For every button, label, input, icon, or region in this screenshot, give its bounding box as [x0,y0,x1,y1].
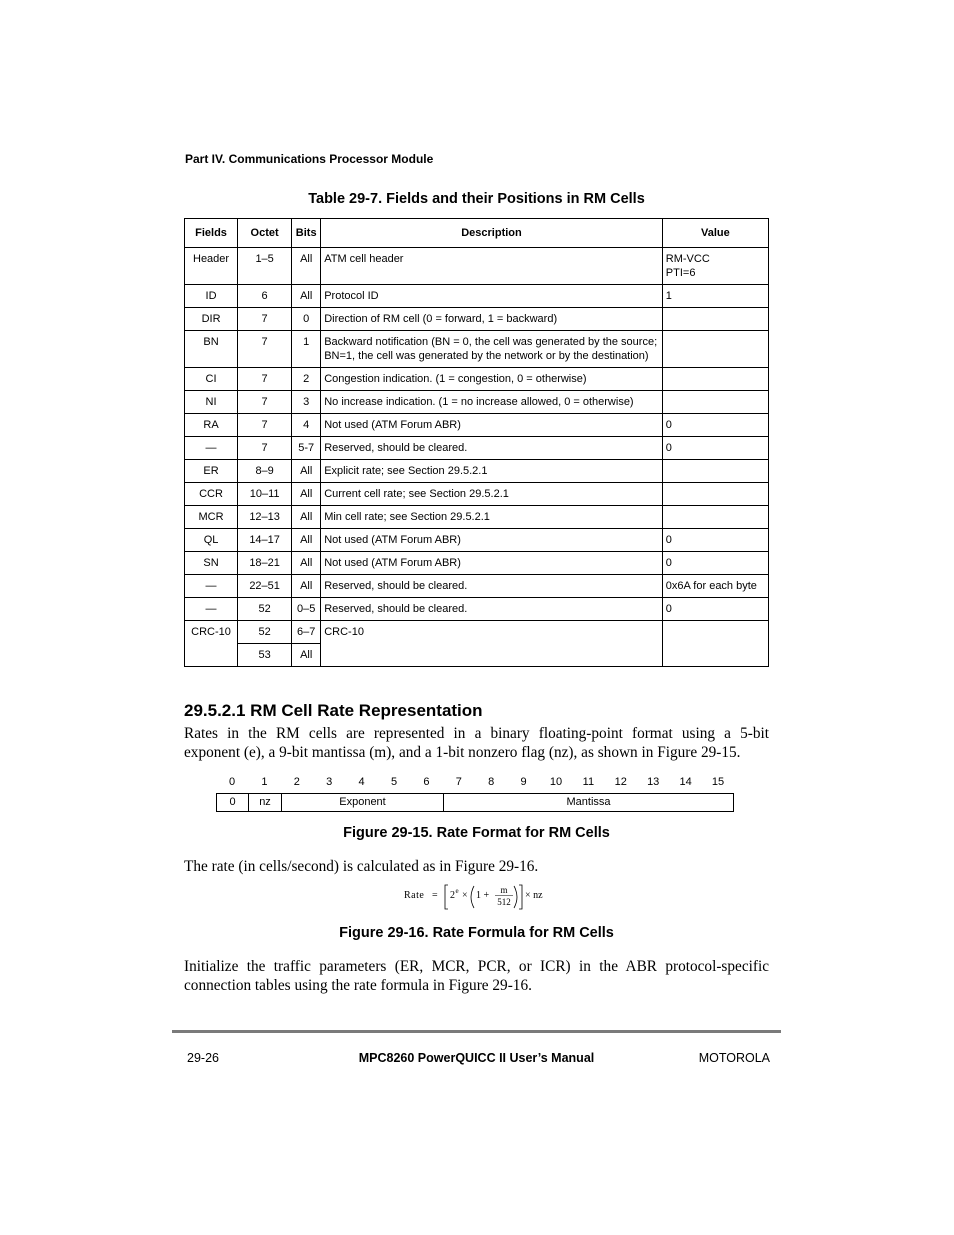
table-row [185,437,769,460]
cell-value [662,621,768,667]
col-header-octet: Octet [238,219,292,248]
body-paragraph-rate-calc: The rate (in cells/second) is calculated as in Figure 29-16. [184,858,539,875]
cell-octet: 53 [238,644,292,667]
cell-bits: 1 [292,331,321,368]
col-header-fields: Fields [185,219,238,248]
cell-field: CCR [185,483,238,506]
cell-description: Protocol ID [321,285,663,308]
cell-octet: 7 [238,414,292,437]
bit-number: 14 [679,776,692,788]
cell-bits: 3 [292,391,321,414]
footer-divider [172,1030,781,1033]
cell-field: ID [185,285,238,308]
cell-octet: 14–17 [238,529,292,552]
cell-description: ATM cell header [321,248,663,285]
table-row [185,552,769,575]
table-row [185,483,769,506]
cell-field: ER [185,460,238,483]
cell-field: MCR [185,506,238,529]
table-title: Table 29-7. Fields and their Positions in RM Cells [308,191,645,207]
formula-base: 2 [450,890,455,901]
figure-caption-rate-format: Figure 29-15. Rate Format for RM Cells [343,825,610,841]
cell-description: Current cell rate; see Section 29.5.2.1 [321,483,663,506]
table-row-crc [185,621,769,644]
cell-value: 1 [662,285,768,308]
footer-page-number: 29-26 [187,1051,219,1065]
bit-number: 11 [582,776,595,788]
cell-value [662,506,768,529]
cell-description: Not used (ATM Forum ABR) [321,552,663,575]
cell-field: DIR [185,308,238,331]
cell-bits: All [292,644,321,667]
bit-number: 1 [261,776,268,788]
formula-one-plus: 1 + [476,890,490,901]
cell-description: Explicit rate; see Section 29.5.2.1 [321,460,663,483]
left-paren [471,886,474,908]
running-head: Part IV. Communications Processor Module [185,152,434,166]
format-cell-zero: 0 [217,794,249,811]
cell-bits: 0 [292,308,321,331]
footer-company: MOTOROLA [698,1051,770,1065]
bit-number: 12 [614,776,627,788]
cell-bits: All [292,575,321,598]
table-row [185,331,769,368]
cell-octet: 6 [238,285,292,308]
cell-value [662,331,768,368]
col-header-description: Description [321,219,663,248]
formula-equals: = [432,890,438,901]
formula-times: × [462,890,468,901]
table-row [185,285,769,308]
bit-number: 7 [455,776,462,788]
table-row [185,506,769,529]
table-header-row [185,219,769,248]
bit-number: 15 [711,776,725,788]
cell-value: 0 [662,437,768,460]
cell-bits: 5-7 [292,437,321,460]
cell-bits: All [292,460,321,483]
cell-value: 0 [662,552,768,575]
format-cell-nz: nz [249,794,282,811]
cell-field: QL [185,529,238,552]
cell-octet: 7 [238,308,292,331]
table-row [185,391,769,414]
paragraph-line: exponent (e), a 9-bit mantissa (m), and a 1-bit nonzero flag (nz), as shown in Figure 29-15. [184,744,741,761]
cell-bits: 2 [292,368,321,391]
cell-field: RA [185,414,238,437]
format-cell-exponent: Exponent [282,794,444,811]
cell-description: Congestion indication. (1 = congestion, 0 = otherwise) [321,368,663,391]
cell-value: 0x6A for each byte [662,575,768,598]
cell-description: Reserved, should be cleared. [321,437,663,460]
cell-bits: All [292,248,321,285]
cell-field: — [185,575,238,598]
cell-value [662,368,768,391]
cell-bits: All [292,529,321,552]
body-paragraph-initialize: Initialize the traffic parameters (ER, MCR, PCR, or ICR) in the ABR protocol-specific connection tables using the rate formula in Figure 29-16. [184,958,769,994]
bit-number: 4 [358,776,365,788]
cell-value [662,391,768,414]
cell-value: 0 [662,598,768,621]
cell-field: Header [185,248,238,285]
bit-number: 0 [228,776,236,788]
formula-denominator: 512 [497,897,511,907]
cell-description: CRC-10 [321,621,663,667]
paragraph-line: Rates in the RM cells are represented in a binary floating-point format using a 5-bit [184,725,769,742]
col-header-value: Value [662,219,768,248]
cell-bits: 0–5 [292,598,321,621]
cell-octet: 10–11 [238,483,292,506]
right-bracket [519,885,522,909]
cell-octet: 7 [238,391,292,414]
cell-description: Reserved, should be cleared. [321,598,663,621]
bit-number: 8 [488,776,495,788]
table-row [185,414,769,437]
cell-octet: 22–51 [238,575,292,598]
cell-field: NI [185,391,238,414]
table-row [185,368,769,391]
bit-number: 6 [423,776,430,788]
section-heading: 29.5.2.1 RM Cell Rate Representation [184,701,483,720]
table-row [185,598,769,621]
cell-description: Reserved, should be cleared. [321,575,663,598]
cell-value: 0 [662,414,768,437]
cell-description: Not used (ATM Forum ABR) [321,529,663,552]
cell-value: RM-VCC PTI=6 [662,248,768,285]
bit-number: 5 [390,776,398,788]
format-cell-mantissa: Mantissa [566,796,611,808]
formula-nz: × nz [525,890,543,901]
cell-description: Not used (ATM Forum ABR) [321,414,663,437]
cell-description: Backward notification (BN = 0, the cell was generated by the source; BN=1, the cell was generated by the network or by the destination) [321,331,663,368]
cell-value: 0 [662,529,768,552]
cell-value [662,483,768,506]
bit-number: 13 [647,776,660,788]
cell-value [662,460,768,483]
cell-bits: All [292,285,321,308]
formula-numerator: m [500,885,508,895]
cell-octet: 52 [238,621,292,644]
table-row [185,460,769,483]
bit-number: 2 [293,776,300,788]
cell-octet: 7 [238,368,292,391]
bit-number: 3 [326,776,333,788]
cell-description: No increase indication. (1 = no increase allowed, 0 = otherwise) [321,391,663,414]
cell-field: BN [185,331,238,368]
cell-octet: 7 [238,331,292,368]
cell-field: SN [185,552,238,575]
table-row [185,529,769,552]
footer-manual-title: MPC8260 PowerQUICC II User’s Manual [358,1051,595,1065]
table-row [185,308,769,331]
cell-octet: 52 [238,598,292,621]
rate-formula [404,882,554,912]
cell-value [662,308,768,331]
cell-field: — [185,598,238,621]
cell-octet: 1–5 [238,248,292,285]
cell-bits: All [292,483,321,506]
body-paragraph-rates [184,724,769,762]
cell-octet: 8–9 [238,460,292,483]
table-row [185,248,769,285]
cell-bits: 6–7 [292,621,321,644]
cell-octet: 7 [238,437,292,460]
cell-octet: 18–21 [238,552,292,575]
cell-field: CI [185,368,238,391]
rate-format-diagram [216,793,734,812]
rm-fields-table [184,218,769,667]
cell-octet: 12–13 [238,506,292,529]
cell-bits: All [292,552,321,575]
formula-exponent: e [455,887,459,895]
cell-field: — [185,437,238,460]
left-bracket [445,885,448,909]
col-header-bits: Bits [292,219,321,248]
bit-number: 10 [549,776,563,788]
cell-bits: All [292,506,321,529]
cell-bits: 4 [292,414,321,437]
cell-field: CRC-10 [185,621,238,667]
formula-rate: Rate [404,890,425,901]
figure-caption-rate-formula: Figure 29-16. Rate Formula for RM Cells [339,925,614,941]
right-paren [514,886,517,908]
bit-number: 9 [520,776,527,788]
cell-description: Direction of RM cell (0 = forward, 1 = backward) [321,308,663,331]
table-row [185,575,769,598]
cell-description: Min cell rate; see Section 29.5.2.1 [321,506,663,529]
